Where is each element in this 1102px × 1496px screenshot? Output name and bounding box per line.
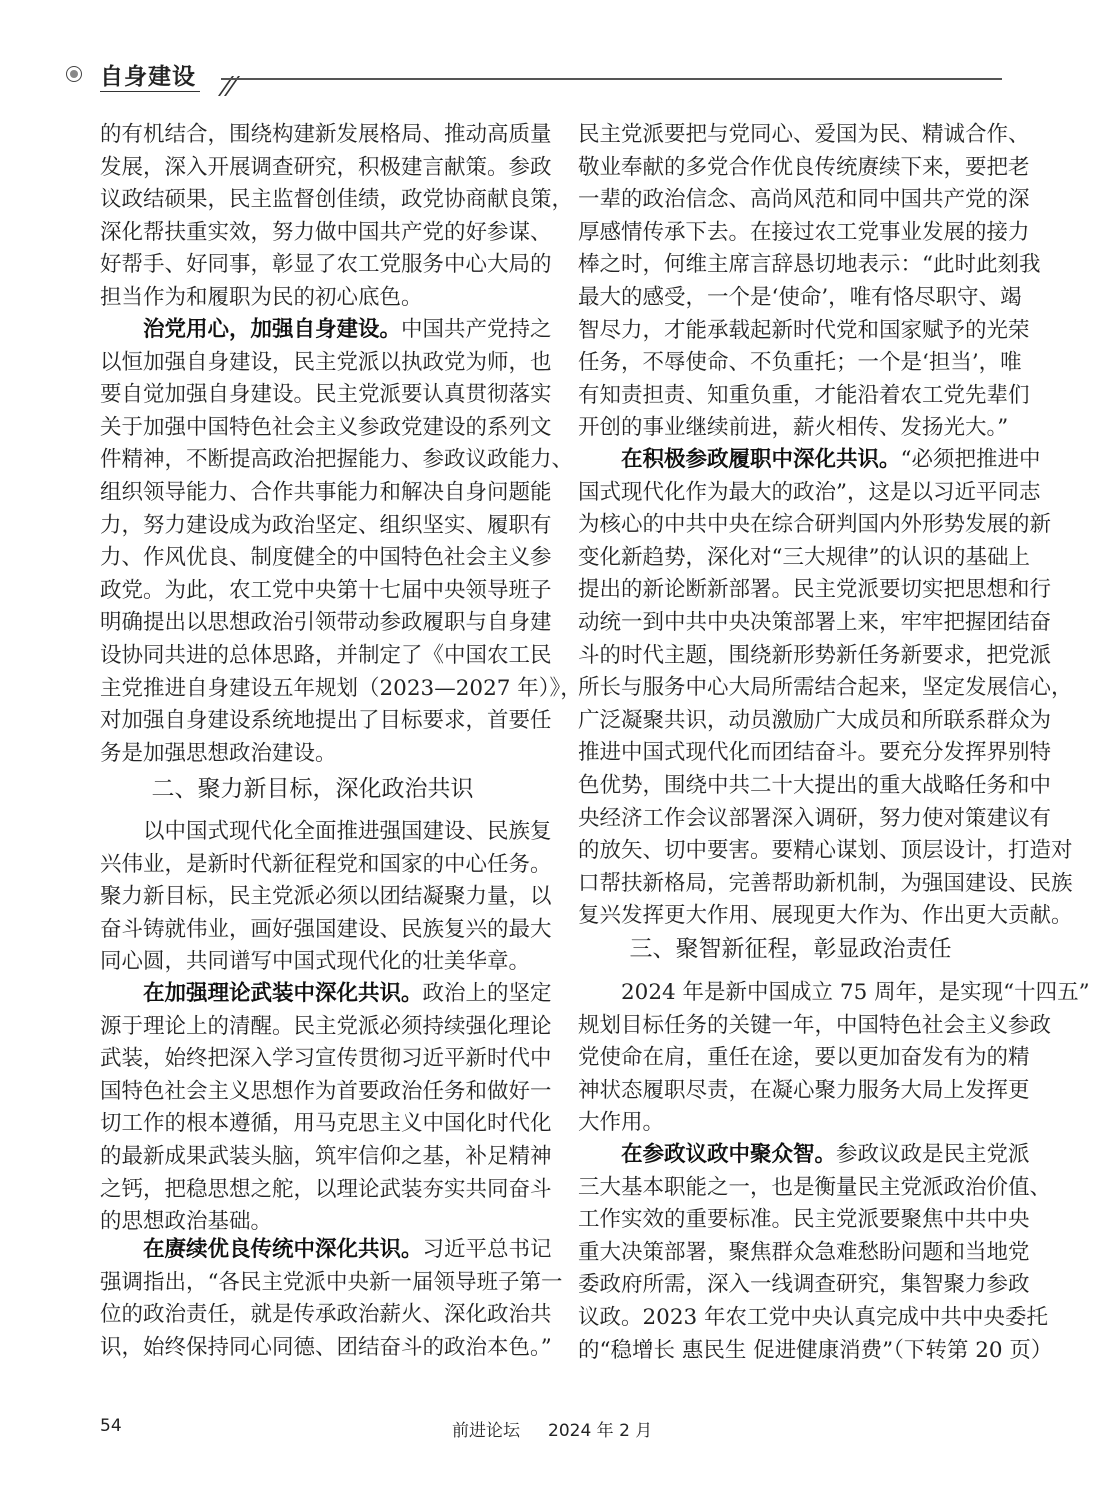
text-line xyxy=(578,412,1009,445)
text-line xyxy=(578,444,1041,477)
line-text: 厚感情传承下去。在接过农工党事业发展的接力 xyxy=(578,219,1030,245)
section-heading: 二、聚力新目标，深化政治共识 xyxy=(151,776,474,802)
text-line xyxy=(578,1010,1052,1043)
text-line xyxy=(100,673,582,706)
line-text: 推进中国式现代化而团结奋斗。要充分发挥界别特 xyxy=(578,740,1052,766)
line-text: 政治上的坚定 xyxy=(422,981,552,1006)
page-number: 54 xyxy=(100,1416,122,1436)
line-text: 2024 年是新中国成立 75 周年，是实现“十四五” xyxy=(621,980,1090,1005)
line-text: 主党推进自身建设五年规划（2023—2027 年）》， xyxy=(100,675,582,701)
issue-date: 2024 年 2 月 xyxy=(548,1421,653,1441)
paragraph xyxy=(578,119,1041,445)
line-text: “必须把推进中 xyxy=(900,447,1041,472)
line-text: 明确提出以思想政治引领带动参政履职与自身建 xyxy=(100,610,552,636)
paragraph-lead: 在参政议政中聚众智。 xyxy=(621,1142,837,1167)
text-line xyxy=(100,816,552,849)
text-line xyxy=(578,1107,1003,1140)
line-text: 习近平总书记 xyxy=(422,1237,552,1262)
target-circle-icon xyxy=(66,66,82,82)
text-line xyxy=(578,803,1052,836)
paragraph xyxy=(578,444,1073,933)
text-line xyxy=(100,1011,552,1044)
text-line xyxy=(100,184,574,217)
text-line xyxy=(100,738,525,771)
text-line xyxy=(578,1269,1030,1302)
text-line xyxy=(578,1139,1030,1172)
text-line xyxy=(100,347,552,380)
line-text: 国特色社会主义思想作为首要政治任务和做好一 xyxy=(100,1078,552,1104)
paragraph xyxy=(100,1234,563,1364)
text-line xyxy=(578,315,1030,348)
text-line xyxy=(578,607,1052,640)
text-line xyxy=(578,1042,1030,1075)
line-text: 政党。为此，农工党中央第十七届中央领导班子 xyxy=(100,577,552,603)
text-line xyxy=(100,849,552,882)
line-text: 议政。2023 年农工党中央认真完成中共中央委托 xyxy=(578,1304,1049,1330)
line-text: 奋斗铸就伟业，画好强国建设、民族复兴的最大 xyxy=(100,916,552,942)
line-text: 力、作风优良、制度健全的中国特色社会主义参 xyxy=(100,545,552,571)
line-text: 神状态履职尽责，在凝心聚力服务大局上发挥更 xyxy=(578,1077,1030,1103)
text-line xyxy=(100,1234,552,1267)
text-line xyxy=(100,249,552,282)
line-text: 复兴发挥更大作用、展现更大作为、作出更大贡献。 xyxy=(578,903,1073,929)
text-line xyxy=(100,1174,552,1207)
text-line xyxy=(578,770,1052,803)
line-text: 设协同共进的总体思路，并制定了《中国农工民 xyxy=(100,642,552,668)
text-line xyxy=(578,347,1022,380)
text-line xyxy=(578,217,1030,250)
line-text: 的放矢、切中要害。要精心谋划、顶层设计，打造对 xyxy=(578,838,1073,864)
line-text: 的“稳增长 惠民生 促进健康消费”（下转第 20 页） xyxy=(578,1337,1053,1363)
line-text: 动统一到中共中央决策部署上来，牢牢把握团结奋 xyxy=(578,609,1052,635)
text-line xyxy=(578,574,1052,607)
line-text: 为核心的中共中央在综合研判国内外形势发展的新 xyxy=(578,512,1052,538)
line-text: 任务，不辱使命、不负重托；一个是‘担当’，唯 xyxy=(578,350,1022,376)
text-line xyxy=(578,868,1073,901)
line-text: 参政议政是民主党派 xyxy=(836,1142,1030,1167)
paragraph xyxy=(100,978,552,1239)
text-line xyxy=(578,119,1030,152)
line-text: 大作用。 xyxy=(578,1110,665,1136)
line-text: 切工作的根本遵循，用马克思主义中国化时代化 xyxy=(100,1111,552,1137)
line-text: 敬业奉献的多党合作优良传统赓续下来，要把老 xyxy=(578,154,1030,180)
line-text: 变化新趋势，深化对“三大规律”的认识的基础上 xyxy=(578,544,1030,570)
text-line xyxy=(578,1237,1030,1270)
line-text: 的最新成果武装头脑，筑牢信仰之基，补足精神 xyxy=(100,1143,552,1169)
line-text: 的有机结合，围绕构建新发展格局、推动高质量 xyxy=(100,122,552,147)
text-line xyxy=(100,379,552,412)
text-line xyxy=(100,1299,552,1332)
line-text: 最大的感受，一个是‘使命’，唯有恪尽职守、竭 xyxy=(578,284,1022,310)
paragraph xyxy=(100,314,582,770)
line-text: 聚力新目标，民主党派必须以团结凝聚力量，以 xyxy=(100,884,552,910)
text-line xyxy=(578,184,1030,217)
line-text: 以恒加强自身建设，民主党派以执政党为师，也 xyxy=(100,349,552,375)
text-line xyxy=(100,510,552,543)
text-line xyxy=(578,249,1041,282)
line-text: 之钙，把稳思想之舵，以理论武装夯实共同奋斗 xyxy=(100,1176,552,1202)
text-line xyxy=(100,119,552,152)
text-line xyxy=(100,1108,552,1141)
text-line xyxy=(100,1076,552,1109)
line-text: 武装，始终把深入学习宣传贯彻习近平新时代中 xyxy=(100,1046,552,1072)
line-text: 口帮扶新格局，完善帮助新机制，为强国建设、民族 xyxy=(578,870,1073,896)
text-line xyxy=(578,977,1090,1010)
line-text: 担当作为和履职为民的初心底色。 xyxy=(100,284,423,310)
line-text: 位的政治责任，就是传承政治薪火、深化政治共 xyxy=(100,1302,552,1328)
line-text: 识，始终保持同心同德、团结奋斗的政治本色。” xyxy=(100,1334,552,1360)
text-line xyxy=(578,1172,1052,1205)
text-line xyxy=(100,640,552,673)
text-line xyxy=(100,1141,552,1174)
text-line xyxy=(578,835,1073,868)
line-text: 关于加强中国特色社会主义参政党建设的系列文 xyxy=(100,414,552,440)
line-text: 深化帮扶重实效，努力做中国共产党的好参谋、 xyxy=(100,219,552,245)
text-line xyxy=(578,737,1052,770)
text-line xyxy=(578,705,1052,738)
text-line xyxy=(100,607,552,640)
paragraph xyxy=(100,119,574,315)
line-text: 色优势，围绕中共二十大提出的重大战略任务和中 xyxy=(578,772,1052,798)
header-underline xyxy=(100,91,200,92)
line-text: 一辈的政治信念、高尚风范和同中国共产党的深 xyxy=(578,187,1030,213)
text-line xyxy=(578,1302,1049,1335)
line-text: 斗的时代主题，围绕新形势新任务新要求，把党派 xyxy=(578,642,1052,668)
line-text: 好帮手、好同事，彰显了农工党服务中心大局的 xyxy=(100,252,552,278)
line-text: 规划目标任务的关键一年，中国特色社会主义参政 xyxy=(578,1012,1052,1038)
section-heading: 三、聚智新征程，彰显政治责任 xyxy=(629,936,952,962)
text-line xyxy=(100,444,574,477)
paragraph xyxy=(578,977,1090,1140)
line-text: 以中国式现代化全面推进强国建设、民族复 xyxy=(143,819,552,844)
text-line xyxy=(100,946,531,979)
text-line xyxy=(100,282,525,315)
paragraph xyxy=(578,1139,1053,1367)
line-text: 央经济工作会议部署深入调研，努力使对策建议有 xyxy=(578,805,1052,831)
text-line xyxy=(100,314,552,347)
text-line xyxy=(100,575,552,608)
text-line xyxy=(100,542,552,575)
line-text: 国式现代化作为最大的政治”，这是以习近平同志 xyxy=(578,479,1041,505)
text-line xyxy=(578,542,1030,575)
text-line xyxy=(100,914,552,947)
line-text: 的思想政治基础。 xyxy=(100,1209,273,1235)
paragraph-lead: 治党用心，加强自身建设。 xyxy=(143,317,402,342)
paragraph xyxy=(100,816,552,979)
line-text: 力，努力建设成为政治坚定、组织坚实、履职有 xyxy=(100,512,552,538)
paragraph-lead: 在加强理论武装中深化共识。 xyxy=(143,981,423,1006)
line-text: 务是加强思想政治建设。 xyxy=(100,740,337,766)
text-line xyxy=(100,412,552,445)
text-line xyxy=(578,477,1041,510)
text-line xyxy=(578,1335,1053,1368)
text-line xyxy=(578,900,1073,933)
text-line xyxy=(578,672,1073,705)
line-text: 兴伟业，是新时代新征程党和国家的中心任务。 xyxy=(100,851,552,877)
publication-name: 前进论坛 xyxy=(452,1421,520,1441)
text-line xyxy=(578,640,1052,673)
text-line xyxy=(100,217,552,250)
line-text: 源于理论上的清醒。民主党派必须持续强化理论 xyxy=(100,1013,552,1039)
text-line xyxy=(100,152,552,185)
header-rule xyxy=(221,78,1002,80)
paragraph-lead: 在积极参政履职中深化共识。 xyxy=(621,447,901,472)
line-text: 提出的新论断新部署。民主党派要切实把思想和行 xyxy=(578,577,1052,603)
paragraph-lead: 在赓续优良传统中深化共识。 xyxy=(143,1237,423,1262)
text-line xyxy=(578,380,1030,413)
line-text: 智尽力，才能承载起新时代党和国家赋予的光荣 xyxy=(578,317,1030,343)
line-text: 同心圆，共同谱写中国式现代化的壮美华章。 xyxy=(100,949,531,975)
line-text: 有知责担责、知重负重，才能沿着农工党先辈们 xyxy=(578,382,1030,408)
text-line xyxy=(100,1332,552,1365)
section-title: 自身建设 xyxy=(100,63,196,90)
text-line xyxy=(100,1267,563,1300)
text-line xyxy=(100,881,552,914)
text-line xyxy=(578,509,1052,542)
text-line xyxy=(100,1043,552,1076)
line-text: 民主党派要把与党同心、爱国为民、精诚合作、 xyxy=(578,122,1030,147)
line-text: 工作实效的重要标准。民主党派要聚焦中共中央 xyxy=(578,1207,1030,1233)
text-line xyxy=(578,1204,1030,1237)
line-text: 中国共产党持之 xyxy=(401,317,552,342)
line-text: 委政府所需，深入一线调查研究，集智聚力参政 xyxy=(578,1272,1030,1298)
line-text: 件精神，不断提高政治把握能力、参政议政能力、 xyxy=(100,447,574,473)
line-text: 发展，深入开展调查研究，积极建言献策。参政 xyxy=(100,154,552,180)
text-line xyxy=(578,1075,1030,1108)
text-line xyxy=(578,152,1030,185)
line-text: 开创的事业继续前进，薪火相传、发扬光大。” xyxy=(578,415,1009,441)
text-line xyxy=(578,282,1022,315)
line-text: 三大基本职能之一，也是衡量民主党派政治价值、 xyxy=(578,1174,1052,1200)
line-text: 棒之时，何维主席言辞恳切地表示：“此时此刻我 xyxy=(578,252,1041,278)
line-text: 组织领导能力、合作共事能力和解决自身问题能 xyxy=(100,479,552,505)
line-text: 强调指出，“各民主党派中央新一届领导班子第一 xyxy=(100,1269,563,1295)
line-text: 对加强自身建设系统地提出了目标要求，首要任 xyxy=(100,708,552,734)
line-text: 要自觉加强自身建设。民主党派要认真贯彻落实 xyxy=(100,382,552,408)
line-text: 所长与服务中心大局所需结合起来，坚定发展信心， xyxy=(578,675,1073,701)
line-text: 党使命在肩，重任在途，要以更加奋发有为的精 xyxy=(578,1045,1030,1071)
text-line xyxy=(100,705,552,738)
line-text: 重大决策部署，聚焦群众急难愁盼问题和当地党 xyxy=(578,1239,1030,1265)
text-line xyxy=(100,978,552,1011)
text-line xyxy=(100,477,552,510)
line-text: 广泛凝聚共识，动员激励广大成员和所联系群众为 xyxy=(578,707,1052,733)
line-text: 议政结硕果，民主监督创佳绩，政党协商献良策， xyxy=(100,187,574,213)
